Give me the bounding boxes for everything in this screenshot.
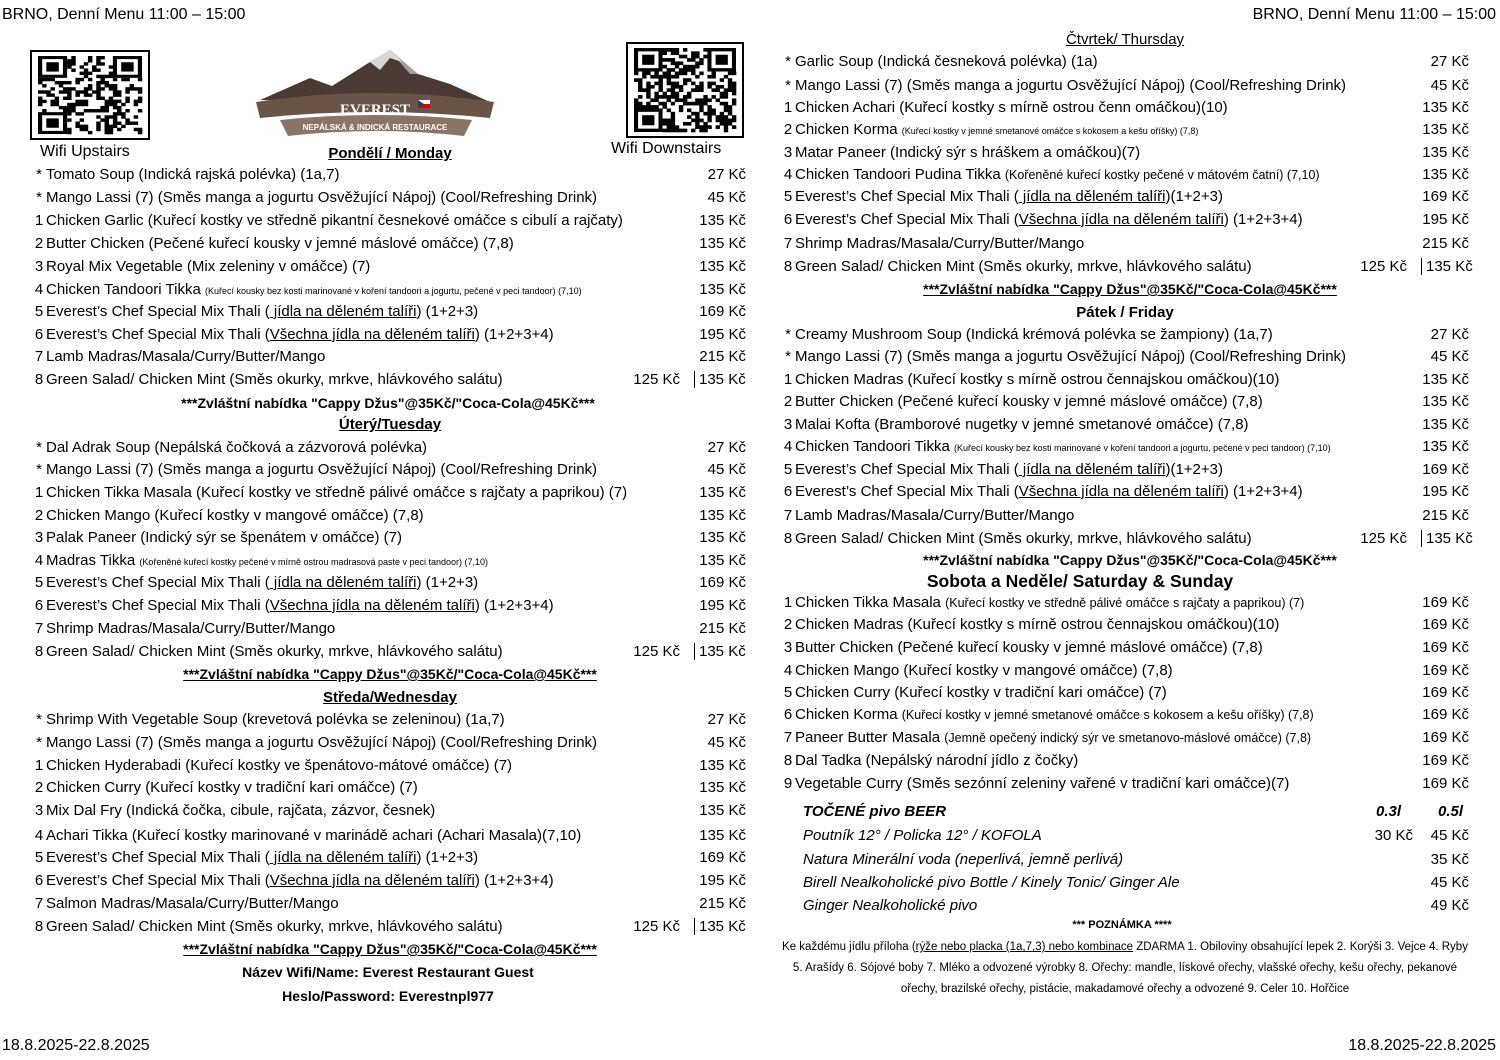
menu-item <box>781 393 1469 415</box>
item-price: 135 Kč <box>699 529 746 546</box>
item-marker: 3 <box>34 802 44 819</box>
menu-item <box>781 594 1469 616</box>
item-name: Achari Tikka (Kuřecí kostky marinované v marinádě achari (Achari Masala)(7,10) <box>46 827 582 844</box>
item-name: Green Salad/ Chicken Mint (Směs okurky, mrkve, hlávkového salátu) <box>46 918 503 935</box>
item-price: 195 Kč <box>1422 211 1469 228</box>
item-price-small: 125 Kč <box>1360 258 1407 275</box>
item-price: 45 Kč <box>707 734 746 751</box>
item-marker: 1 <box>34 484 44 501</box>
menu-item <box>32 189 746 211</box>
item-name: Green Salad/ Chicken Mint (Směs okurky, mrkve, hlávkového salátu) <box>795 258 1252 275</box>
item-price: 135 Kč <box>1422 438 1469 455</box>
item-name: Garlic Soup (Indická česneková polévka) (1a) <box>795 53 1098 70</box>
beverage-price-05: 35 Kč <box>1430 851 1469 868</box>
item-name: Chicken Tikka Masala (Kuřecí kostky ve středně pálivé omáčce s rajčaty a paprikou) (7) <box>795 594 1305 611</box>
item-price: 135 Kč <box>699 552 746 569</box>
item-marker: * <box>36 166 42 183</box>
menu-item <box>781 121 1469 143</box>
item-name: Chicken Madras (Kuřecí kostky s mírně ostrou čennajskou omáčkou)(10) <box>795 616 1280 633</box>
item-name: Everest’s Chef Special Mix Thali ( jídla na děleném talíři) (1+2+3) <box>46 849 479 866</box>
svg-text:since: since <box>272 93 289 100</box>
item-name: Vegetable Curry (Směs sezónní zeleniny vařené v tradiční kari omáčce)(7) <box>795 775 1290 792</box>
item-marker: * <box>36 461 42 478</box>
item-price: 135 Kč <box>1422 371 1469 388</box>
menu-item <box>781 662 1469 684</box>
item-price-small: 125 Kč <box>633 643 680 660</box>
item-name: Butter Chicken (Pečené kuřecí kousky v jemné máslové omáčce) (7,8) <box>46 235 514 252</box>
menu-item <box>32 552 746 574</box>
mountain-logo-icon <box>250 44 500 144</box>
item-price: 135 Kč <box>1422 393 1469 410</box>
menu-item <box>32 303 746 325</box>
menu-item <box>781 616 1469 638</box>
svg-text:NEPÁLSKÁ & INDICKÁ RESTAURACE: NEPÁLSKÁ & INDICKÁ RESTAURACE <box>302 123 448 132</box>
item-marker: * <box>785 53 791 70</box>
item-price: 169 Kč <box>1422 616 1469 633</box>
item-marker: * <box>36 734 42 751</box>
item-marker: 5 <box>34 574 44 591</box>
item-marker: 5 <box>34 849 44 866</box>
item-marker: * <box>36 189 42 206</box>
item-name: Chicken Hyderabadi (Kuřecí kostky ve špenátovo-mátové omáčce) (7) <box>46 757 513 774</box>
item-marker: 7 <box>783 507 793 524</box>
item-price: 135 Kč <box>1422 99 1469 116</box>
item-name: Everest’s Chef Special Mix Thali ( jídla na děleném talíři)(1+2+3) <box>795 188 1223 205</box>
item-name: Palak Paneer (Indický sýr se špenátem v omáčce) (7) <box>46 529 402 546</box>
item-marker: 3 <box>783 416 793 433</box>
menu-item <box>32 802 746 824</box>
menu-item <box>781 188 1469 210</box>
item-name: Mango Lassi (7) (Směs manga a jogurtu Osvěžující Nápoj) (Cool/Refreshing Drink) <box>795 348 1347 365</box>
item-price: 135 Kč <box>699 779 746 796</box>
item-name: Chicken Tandoori Pudina Tikka (Kořeněné kuřecí kostky pečené v mátovém čatní) (7,10) <box>795 166 1320 183</box>
item-marker: 7 <box>783 729 793 746</box>
wifi-downstairs-label: Wifi Downstairs <box>611 140 722 157</box>
item-price: 135 Kč <box>694 643 746 660</box>
item-name: Dal Tadka (Nepálský národní jídlo z čočky) <box>795 752 1079 769</box>
item-price: 45 Kč <box>1430 348 1469 365</box>
item-price: 169 Kč <box>1422 594 1469 611</box>
item-price-small: 125 Kč <box>1360 530 1407 547</box>
item-marker: 9 <box>783 775 793 792</box>
menu-item <box>32 212 746 234</box>
item-price: 215 Kč <box>699 348 746 365</box>
item-name: Mango Lassi (7) (Směs manga a jogurtu Osvěžující Nápoj) (Cool/Refreshing Drink) <box>795 77 1347 94</box>
item-marker: 3 <box>34 529 44 546</box>
note-title: *** POZNÁMKA **** <box>1072 919 1172 931</box>
qr-code-downstairs <box>626 42 744 138</box>
item-name: Chicken Curry (Kuřecí kostky v tradiční kari omáčce) (7) <box>795 684 1167 701</box>
special-offer: ***Zvláštní nabídka "Cappy Džus"@35Kč/"Coca-Cola@45Kč*** <box>183 941 597 957</box>
item-marker: 4 <box>34 281 44 298</box>
header-right: BRNO, Denní Menu 11:00 – 15:00 <box>1252 6 1496 23</box>
item-name: Chicken Achari (Kuřecí kostky s mírně ostrou čenn omáčkou)(10) <box>795 99 1228 116</box>
beverage-name: Poutník 12° / Policka 12° / KOFOLA <box>803 827 1042 844</box>
item-name: Everest’s Chef Special Mix Thali ( jídla na děleném talíři) (1+2+3) <box>46 574 479 591</box>
item-marker: 3 <box>783 639 793 656</box>
item-name: Salmon Madras/Masala/Curry/Butter/Mango <box>46 895 339 912</box>
item-price: 169 Kč <box>1422 188 1469 205</box>
menu-item <box>32 281 746 303</box>
item-marker: 1 <box>783 371 793 388</box>
item-marker: * <box>36 711 42 728</box>
item-price: 195 Kč <box>699 597 746 614</box>
item-price: 135 Kč <box>694 918 746 935</box>
item-price-small: 125 Kč <box>633 371 680 388</box>
menu-item <box>32 507 746 529</box>
menu-item <box>32 461 746 483</box>
menu-item <box>32 779 746 801</box>
menu-item <box>32 235 746 257</box>
item-marker: 5 <box>783 684 793 701</box>
item-price: 169 Kč <box>1422 706 1469 723</box>
beverage-price-03: 30 Kč <box>1374 827 1413 844</box>
item-price: 135 Kč <box>694 371 746 388</box>
item-marker: 7 <box>34 620 44 637</box>
item-name: Shrimp Madras/Masala/Curry/Butter/Mango <box>795 235 1085 252</box>
item-price: 169 Kč <box>1422 752 1469 769</box>
menu-item <box>32 371 746 393</box>
item-price: 135 Kč <box>699 484 746 501</box>
beer-title: TOČENÉ pivo BEER <box>803 803 947 820</box>
item-marker: 1 <box>783 99 793 116</box>
beer-col-05: 0.5l <box>1438 803 1464 820</box>
menu-item <box>781 639 1469 661</box>
menu-item <box>781 706 1469 728</box>
item-marker: 4 <box>783 166 793 183</box>
item-marker: 6 <box>34 597 44 614</box>
item-name: Lamb Madras/Masala/Curry/Butter/Mango <box>46 348 326 365</box>
menu-item <box>781 530 1473 552</box>
item-price: 195 Kč <box>1422 483 1469 500</box>
item-marker: 5 <box>34 303 44 320</box>
item-price: 215 Kč <box>699 895 746 912</box>
header-left: BRNO, Denní Menu 11:00 – 15:00 <box>2 6 246 23</box>
item-price: 135 Kč <box>1422 416 1469 433</box>
item-marker: * <box>785 326 791 343</box>
item-marker: 2 <box>34 779 44 796</box>
beverage-price-05: 45 Kč <box>1430 827 1469 844</box>
menu-item <box>781 507 1469 529</box>
item-marker: 1 <box>783 594 793 611</box>
day-heading-wednesday: Středa/Wednesday <box>323 689 457 706</box>
menu-item <box>781 775 1469 797</box>
item-name: Chicken Mango (Kuřecí kostky v mangové omáčce) (7,8) <box>46 507 424 524</box>
item-name: Mix Dal Fry (Indická čočka, cibule, rajčata, zázvor, česnek) <box>46 802 436 819</box>
day-heading-friday: Pátek / Friday <box>1076 304 1174 321</box>
item-name: Everest’s Chef Special Mix Thali (Všechna jídla na děleném talíři) (1+2+3+4) <box>795 483 1303 500</box>
item-marker: 3 <box>783 144 793 161</box>
menu-item <box>32 166 746 188</box>
item-marker: 2 <box>34 507 44 524</box>
item-price: 169 Kč <box>699 849 746 866</box>
menu-item <box>32 484 746 506</box>
item-marker: 4 <box>34 552 44 569</box>
menu-item <box>781 348 1469 370</box>
menu-item <box>32 597 746 619</box>
item-name: Chicken Tandoori Tikka (Kuřecí kousky bez kosti marinované v koření tandoori a jogurtu, pečené v peci tandoor) (7,10) <box>46 281 582 298</box>
beverage-name: Natura Minerální voda (neperlivá, jemně perlivá) <box>803 851 1124 868</box>
item-marker: 4 <box>783 438 793 455</box>
item-name: Royal Mix Vegetable (Mix zeleniny v omáčce) (7) <box>46 258 371 275</box>
item-name: Shrimp Madras/Masala/Curry/Butter/Mango <box>46 620 336 637</box>
item-name: Mango Lassi (7) (Směs manga a jogurtu Osvěžující Nápoj) (Cool/Refreshing Drink) <box>46 734 598 751</box>
item-price: 195 Kč <box>699 872 746 889</box>
item-name: Paneer Butter Masala (Jemně opečený indický sýr ve smetanovo-máslové omáčce) (7,8) <box>795 729 1312 746</box>
item-marker: * <box>36 439 42 456</box>
item-name: Lamb Madras/Masala/Curry/Butter/Mango <box>795 507 1075 524</box>
wifi-name: Název Wifi/Name: Everest Restaurant Guest <box>242 964 534 980</box>
item-name: Chicken Tikka Masala (Kuřecí kostky ve středně pálivé omáčce s rajčaty a paprikou) (7) <box>46 484 628 501</box>
item-marker: 4 <box>783 662 793 679</box>
item-price: 169 Kč <box>1422 639 1469 656</box>
item-price: 135 Kč <box>1422 121 1469 138</box>
item-name: Chicken Madras (Kuřecí kostky s mírně ostrou čennajskou omáčkou)(10) <box>795 371 1280 388</box>
item-name: Creamy Mushroom Soup (Indická krémová polévka se žampiony) (1a,7) <box>795 326 1273 343</box>
item-price: 215 Kč <box>1422 507 1469 524</box>
qr-icon <box>32 52 148 138</box>
item-name: Tomato Soup (Indická rajská polévka) (1a,7) <box>46 166 340 183</box>
item-price: 195 Kč <box>699 326 746 343</box>
menu-item <box>32 439 746 461</box>
menu-item <box>32 872 746 894</box>
item-name: Everest’s Chef Special Mix Thali (Všechna jídla na děleném talíři) (1+2+3+4) <box>46 597 554 614</box>
item-price: 169 Kč <box>1422 729 1469 746</box>
beverage-price-05: 45 Kč <box>1430 874 1469 891</box>
item-marker: 3 <box>34 258 44 275</box>
menu-item <box>32 574 746 596</box>
item-marker: 2 <box>783 393 793 410</box>
item-marker: 8 <box>783 258 793 275</box>
footer-date-left: 18.8.2025-22.8.2025 <box>2 1037 150 1054</box>
item-name: Green Salad/ Chicken Mint (Směs okurky, mrkve, hlávkového salátu) <box>46 643 503 660</box>
item-price: 135 Kč <box>699 507 746 524</box>
item-name: Malai Kofta (Bramborové nugetky v jemné smetanové omáčce) (7,8) <box>795 416 1249 433</box>
item-marker: 8 <box>34 371 44 388</box>
beverage-name: Birell Nealkoholické pivo Bottle / Kinely Tonic/ Ginger Ale <box>803 874 1180 891</box>
menu-item <box>32 326 746 348</box>
menu-item <box>32 895 746 917</box>
item-name: Green Salad/ Chicken Mint (Směs okurky, mrkve, hlávkového salátu) <box>795 530 1252 547</box>
item-marker: 4 <box>34 827 44 844</box>
menu-item <box>32 734 746 756</box>
item-name: Matar Paneer (Indický sýr s hráškem a omáčkou)(7) <box>795 144 1141 161</box>
menu-item <box>781 166 1469 188</box>
beer-col-03: 0.3l <box>1376 803 1402 820</box>
menu-item <box>781 752 1469 774</box>
item-price: 169 Kč <box>699 303 746 320</box>
menu-item <box>32 529 746 551</box>
item-price: 135 Kč <box>1422 166 1469 183</box>
item-price: 45 Kč <box>707 189 746 206</box>
menu-item <box>781 483 1469 505</box>
menu-item <box>32 849 746 871</box>
item-price: 215 Kč <box>699 620 746 637</box>
item-marker: 2 <box>783 616 793 633</box>
item-name: Shrimp With Vegetable Soup (krevetová polévka se zeleninou) (1a,7) <box>46 711 505 728</box>
item-price: 135 Kč <box>699 212 746 229</box>
item-marker: 8 <box>783 530 793 547</box>
item-marker: 8 <box>34 643 44 660</box>
item-price: 135 Kč <box>699 281 746 298</box>
menu-item <box>781 729 1469 751</box>
item-marker: * <box>785 348 791 365</box>
item-marker: 5 <box>783 461 793 478</box>
item-price: 135 Kč <box>699 757 746 774</box>
item-name: Green Salad/ Chicken Mint (Směs okurky, mrkve, hlávkového salátu) <box>46 371 503 388</box>
menu-item <box>781 438 1469 460</box>
menu-item <box>32 258 746 280</box>
item-marker: 6 <box>783 706 793 723</box>
allergen-note: Ke každému jídlu příloha (rýže nebo placka (1a,7,3) nebo kombinace ZDARMA 1. Obiloviny obsahující lepek 2. Korýši 3. Vejce 4. Ryby 5. Arašídy 6. Sójové boby 7. Mléko a odvozené výrobky 8. Ořechy: mandle, lískové ořechy, vlašské ořechy, kešu ořechy, pekanové ořechy, brazilské ořechy, pistácie, makadamové ořechy a odvozené 9. Celer 10. Hořčice <box>782 941 1468 995</box>
menu-item <box>32 711 746 733</box>
day-heading-weekend: Sobota a Neděle/ Saturday & Sunday <box>926 571 1234 591</box>
item-price: 169 Kč <box>1422 461 1469 478</box>
footer-date-right: 18.8.2025-22.8.2025 <box>1348 1037 1496 1054</box>
item-name: Chicken Korma (Kuřecí kostky v jemné smetanové omáčce s kokosem a kešu oříšky) (7,8) <box>795 121 1199 138</box>
day-heading-thursday: Čtvrtek/ Thursday <box>1065 31 1185 48</box>
item-marker: 1 <box>34 757 44 774</box>
menu-item <box>781 77 1469 99</box>
item-name: Everest’s Chef Special Mix Thali ( jídla na děleném talíři) (1+2+3) <box>46 303 479 320</box>
menu-item <box>781 99 1469 121</box>
day-heading-monday: Pondělí / Monday <box>328 145 452 162</box>
svg-text:EVEREST: EVEREST <box>339 102 411 118</box>
item-name: Chicken Mango (Kuřecí kostky v mangové omáčce) (7,8) <box>795 662 1173 679</box>
item-name: Everest’s Chef Special Mix Thali (Všechna jídla na děleném talíři) (1+2+3+4) <box>795 211 1303 228</box>
item-marker: 1 <box>34 212 44 229</box>
item-price: 169 Kč <box>1422 775 1469 792</box>
item-price: 27 Kč <box>1430 326 1469 343</box>
wifi-upstairs-label: Wifi Upstairs <box>40 143 130 160</box>
item-marker: 7 <box>34 348 44 365</box>
menu-item <box>32 348 746 370</box>
menu-item <box>32 620 746 642</box>
item-price: 215 Kč <box>1422 235 1469 252</box>
menu-item <box>32 918 746 940</box>
item-marker: 6 <box>783 483 793 500</box>
item-name: Madras Tikka (Kořeněné kuřecí kostky pečené v mírně ostrou madrasová paste v peci tandoor) (7,10) <box>46 552 489 569</box>
item-price-small: 125 Kč <box>633 918 680 935</box>
menu-item <box>32 757 746 779</box>
day-heading-tuesday: Úterý/Tuesday <box>338 416 442 433</box>
item-price: 45 Kč <box>707 461 746 478</box>
item-marker: 8 <box>34 918 44 935</box>
item-name: Mango Lassi (7) (Směs manga a jogurtu Osvěžující Nápoj) (Cool/Refreshing Drink) <box>46 461 598 478</box>
item-marker: 6 <box>34 872 44 889</box>
menu-item <box>32 643 746 665</box>
beverage-price-05: 49 Kč <box>1430 897 1469 914</box>
menu-item <box>781 211 1469 233</box>
item-price: 45 Kč <box>1430 77 1469 94</box>
item-name: Chicken Korma (Kuřecí kostky v jemné smetanové omáčce s kokosem a kešu oříšky) (7,8) <box>795 706 1314 723</box>
qr-icon <box>628 44 742 136</box>
item-marker: 2 <box>34 235 44 252</box>
item-price: 169 Kč <box>1422 684 1469 701</box>
item-name: Mango Lassi (7) (Směs manga a jogurtu Osvěžující Nápoj) (Cool/Refreshing Drink) <box>46 189 598 206</box>
qr-code-upstairs <box>30 50 150 140</box>
special-offer: ***Zvláštní nabídka "Cappy Džus"@35Kč/"Coca-Cola@45Kč*** <box>923 281 1337 297</box>
menu-item <box>781 258 1473 280</box>
item-price: 27 Kč <box>707 439 746 456</box>
menu-item <box>781 371 1469 393</box>
item-price: 169 Kč <box>699 574 746 591</box>
item-marker: * <box>785 77 791 94</box>
item-price: 135 Kč <box>1421 258 1473 275</box>
item-marker: 5 <box>783 188 793 205</box>
item-name: Butter Chicken (Pečené kuřecí kousky v jemné máslové omáčce) (7,8) <box>795 639 1263 656</box>
item-price: 27 Kč <box>1430 53 1469 70</box>
item-marker: 2 <box>783 121 793 138</box>
menu-item <box>781 53 1469 75</box>
menu-item <box>781 416 1469 438</box>
item-marker: 7 <box>34 895 44 912</box>
svg-text:2010: 2010 <box>456 93 472 100</box>
menu-item <box>781 461 1469 483</box>
item-name: Everest’s Chef Special Mix Thali (Všechna jídla na děleném talíři) (1+2+3+4) <box>46 326 554 343</box>
item-name: Chicken Garlic (Kuřecí kostky ve středně pikantní česnekové omáčce s cibulí a rajčaty) <box>46 212 623 229</box>
wifi-password: Heslo/Password: Everestnpl977 <box>282 988 494 1004</box>
item-name: Everest’s Chef Special Mix Thali (Všechna jídla na děleném talíři) (1+2+3+4) <box>46 872 554 889</box>
special-offer: ***Zvláštní nabídka "Cappy Džus"@35Kč/"Coca-Cola@45Kč*** <box>923 552 1337 568</box>
item-price: 135 Kč <box>699 235 746 252</box>
item-price: 135 Kč <box>699 258 746 275</box>
special-offer: ***Zvláštní nabídka "Cappy Džus"@35Kč/"Coca-Cola@45Kč*** <box>183 666 597 682</box>
item-price: 135 Kč <box>699 802 746 819</box>
item-marker: 6 <box>34 326 44 343</box>
item-price: 135 Kč <box>1422 144 1469 161</box>
item-name: Chicken Tandoori Tikka (Kuřecí kousky bez kosti marinované v koření tandoori a jogurtu, pečené v peci tandoor) (7,10) <box>795 438 1331 455</box>
item-price: 27 Kč <box>707 166 746 183</box>
item-name: Butter Chicken (Pečené kuřecí kousky v jemné máslové omáčce) (7,8) <box>795 393 1263 410</box>
menu-item <box>32 827 746 849</box>
menu-item <box>781 684 1469 706</box>
item-name: Dal Adrak Soup (Nepálská čočková a zázvorová polévka) <box>46 439 428 456</box>
item-marker: 6 <box>783 211 793 228</box>
item-name: Everest’s Chef Special Mix Thali ( jídla na děleném talíři)(1+2+3) <box>795 461 1223 478</box>
beverage-name: Ginger Nealkoholické pivo <box>803 897 978 914</box>
item-price: 169 Kč <box>1422 662 1469 679</box>
menu-item <box>781 326 1469 348</box>
menu-item <box>781 235 1469 257</box>
item-marker: 8 <box>783 752 793 769</box>
item-price: 135 Kč <box>1421 530 1473 547</box>
everest-logo <box>250 44 500 144</box>
item-price: 135 Kč <box>699 827 746 844</box>
item-marker: 7 <box>783 235 793 252</box>
menu-item <box>781 144 1469 166</box>
item-price: 27 Kč <box>707 711 746 728</box>
special-offer: ***Zvláštní nabídka "Cappy Džus"@35Kč/"Coca-Cola@45Kč*** <box>181 395 595 411</box>
item-name: Chicken Curry (Kuřecí kostky v tradiční kari omáčce) (7) <box>46 779 418 796</box>
